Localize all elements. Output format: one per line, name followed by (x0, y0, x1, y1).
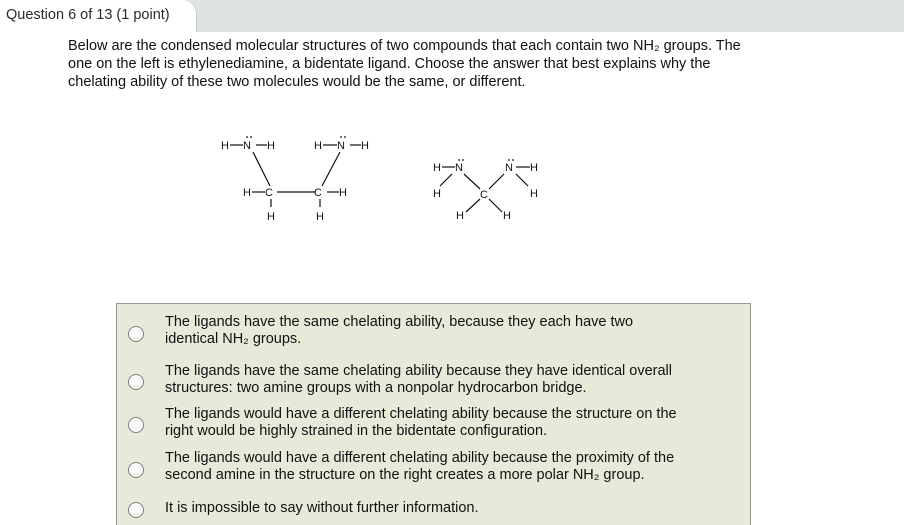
atom-h: H (530, 188, 538, 200)
answer-option-text (165, 406, 745, 440)
answer-line-2: right would be highly strained in the bidentate configuration. (165, 423, 548, 439)
question-title: Question 6 of 13 (1 point) (6, 7, 170, 23)
radio-button-icon[interactable] (128, 502, 144, 518)
atom-h: H (433, 188, 441, 200)
ethylenediamine-lone-pairs (246, 136, 346, 138)
radio-button-icon[interactable] (128, 374, 144, 390)
atom-n: N (337, 140, 345, 152)
ethylenediamine-labels (221, 140, 369, 223)
atom-h: H (361, 140, 369, 152)
prompt-line-1: Below are the condensed molecular structures of two compounds that each contain two NH₂ groups. The (68, 38, 741, 54)
answer-line-1: The ligands would have a different chelating ability because the proximity of the (165, 450, 675, 466)
answer-option-text (165, 500, 745, 517)
answer-line-2: second amine in the structure on the right creates a more polar NH₂ group. (165, 467, 645, 483)
atom-h: H (267, 211, 275, 223)
answer-option-text (165, 363, 745, 397)
atom-c: C (314, 187, 322, 199)
radio-button-icon[interactable] (128, 326, 144, 342)
methanediamine-labels (433, 162, 538, 222)
prompt-line-2: one on the left is ethylenediamine, a bidentate ligand. Choose the answer that best explains why the (68, 56, 711, 72)
answer-line-1: The ligands have the same chelating ability because they have identical overall (165, 363, 673, 379)
atom-h: H (221, 140, 229, 152)
atom-h: H (433, 162, 441, 174)
answer-line-1: The ligands would have a different chelating ability because the structure on the (165, 406, 677, 422)
atom-h: H (530, 162, 538, 174)
atom-h: H (314, 140, 322, 152)
atom-n: N (505, 162, 513, 174)
answer-option-text (165, 314, 745, 348)
atom-c: C (265, 187, 273, 199)
atom-h: H (316, 211, 324, 223)
atom-h: H (267, 140, 275, 152)
atom-h: H (339, 187, 347, 199)
atom-h: H (456, 210, 464, 222)
atom-h: H (503, 210, 511, 222)
atom-n: N (243, 140, 251, 152)
methanediamine-lone-pairs (458, 159, 514, 161)
radio-button-icon[interactable] (128, 417, 144, 433)
atom-c: C (480, 189, 488, 201)
atom-n: N (455, 162, 463, 174)
radio-button-icon[interactable] (128, 462, 144, 478)
answer-line-1: It is impossible to say without further information. (165, 500, 479, 516)
answer-line-2: structures: two amine groups with a nonpolar hydrocarbon bridge. (165, 380, 587, 396)
answer-line-2: identical NH₂ groups. (165, 331, 302, 347)
atom-h: H (243, 187, 251, 199)
prompt-line-3: chelating ability of these two molecules would be the same, or different. (68, 74, 526, 90)
answer-choices (116, 303, 751, 525)
answer-line-1: The ligands have the same chelating ability, because they each have two (165, 314, 634, 330)
answer-option-text (165, 450, 745, 484)
